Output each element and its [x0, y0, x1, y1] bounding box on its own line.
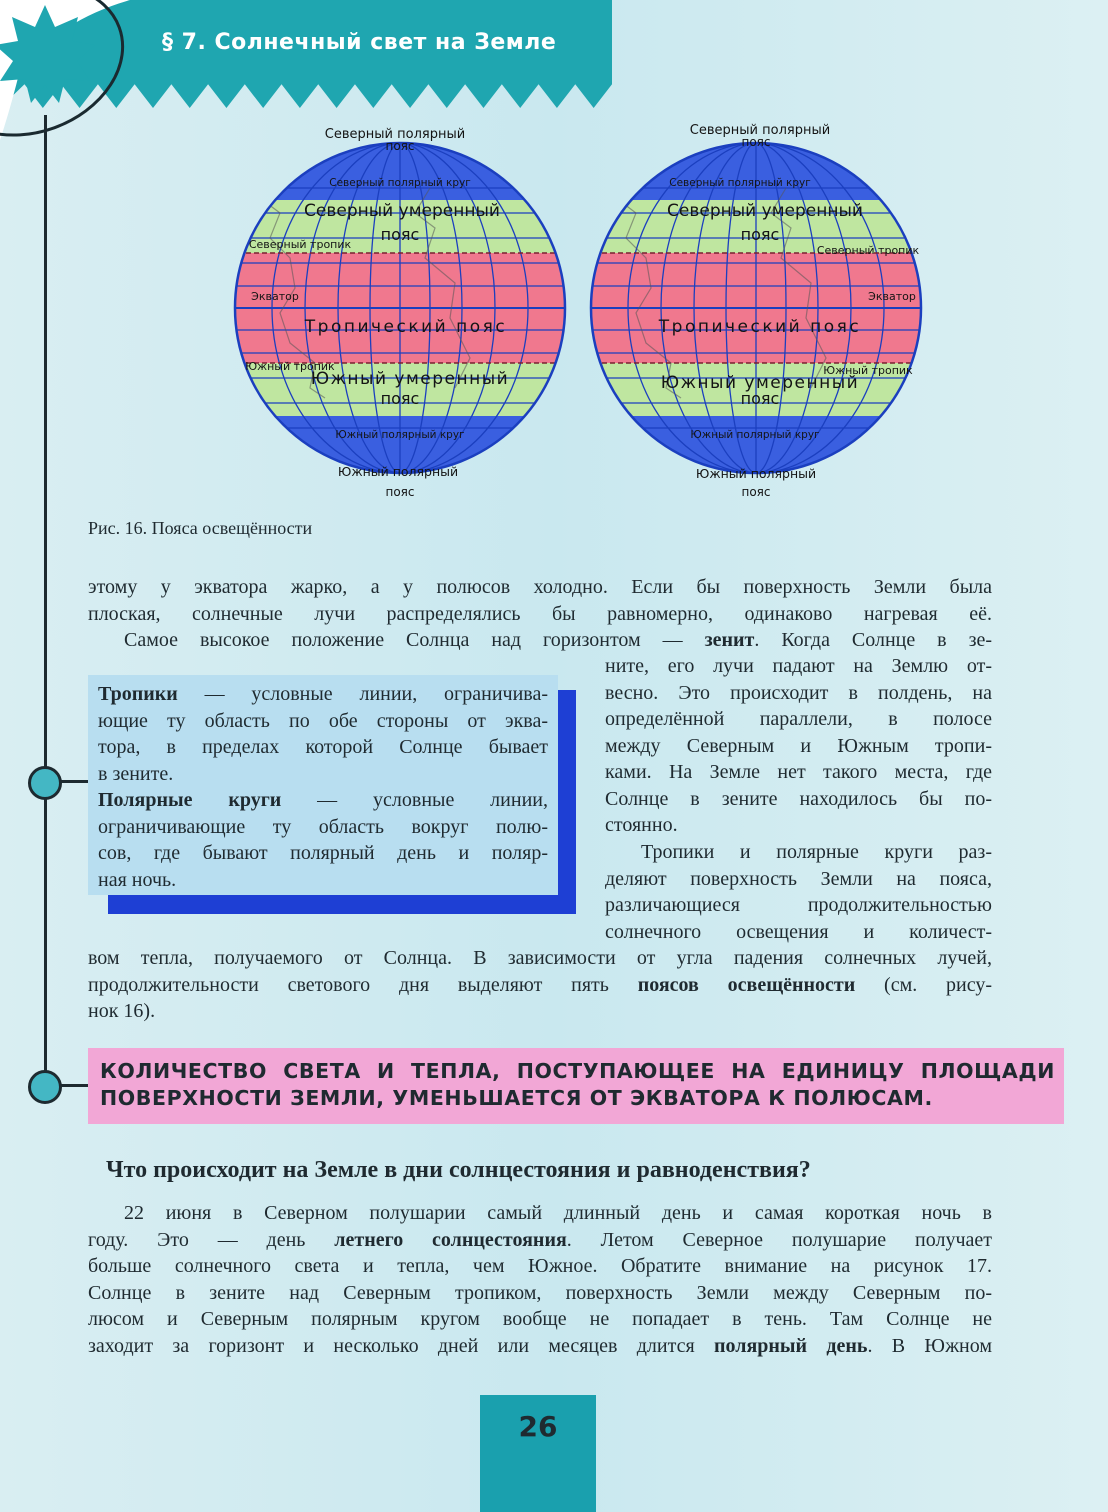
text-span: . Когда Солнце в зе- — [754, 629, 993, 651]
equator-label: Экватор — [251, 290, 299, 303]
subheading: Что происходит на Земле в дни солнцестояния и равноденствия? — [106, 1157, 811, 1183]
text-span: Самое высокое положение Солнца над горизонтом — — [124, 629, 683, 651]
figure-caption-number: Рис. 16. — [88, 518, 148, 538]
north-temperate-label: пояс — [380, 225, 420, 244]
text-line: ющие ту область по обе стороны от эква- — [98, 709, 548, 732]
text-line: ками. На Земле нет такого места, где — [605, 761, 992, 783]
south-temperate-label: пояс — [380, 389, 420, 408]
text-line: тора, в пределах которой Солнце бывает — [98, 736, 548, 758]
page-number: 26 — [518, 1410, 558, 1443]
south-circle-label: Южный полярный круг — [690, 429, 820, 441]
term-tropics: Тропики — [98, 683, 178, 705]
term-zenith: зенит — [704, 629, 755, 651]
south-polar-label: пояс — [741, 485, 771, 499]
text-line — [88, 972, 992, 999]
paragraph — [88, 945, 992, 1025]
south-polar-label: Южный полярный — [337, 464, 459, 479]
text-span: — условные линии, ограничива- — [177, 683, 548, 705]
tropical-label: Тропический пояс — [658, 317, 862, 337]
text-line — [88, 1333, 992, 1360]
text-line: этому у экватора жарко, а у полюсов холодно. Если бы поверхность Земли была — [88, 576, 992, 598]
text-line: стоянно. — [605, 814, 678, 836]
north-tropic-label: Северный тропик — [248, 238, 352, 251]
term-summer-solstice: летнего солнцестояния — [334, 1228, 567, 1251]
north-polar-label: пояс — [385, 139, 415, 153]
north-tropic-label: Северный тропик — [816, 244, 920, 257]
text-span: продолжительности светового дня выделяют пять — [88, 973, 609, 996]
south-tropic-label: Южный тропик — [245, 360, 335, 373]
text-line: люсом и Северным полярным кругом вообще не попадает в тень. Там Солнце не — [88, 1308, 992, 1330]
north-polar-label: Северный полярный — [689, 123, 831, 138]
text-line: ните, его лучи падают на Землю от- — [605, 655, 992, 677]
text-line: ная ночь. — [98, 868, 177, 891]
paragraph — [88, 627, 992, 654]
text-line: Солнце в зените находилось бы по- — [605, 787, 992, 810]
text-line: весно. Это происходит в полдень, на — [605, 681, 992, 704]
text-line: Солнце в зените над Северным тропиком, поверхность Земли между Северным по- — [88, 1281, 992, 1304]
paragraph — [605, 839, 992, 945]
text-line: КОЛИЧЕСТВО СВЕТА И ТЕПЛА, ПОСТУПАЮЩЕЕ НА ЕДИНИЦУ ПЛОЩАДИ — [100, 1059, 1055, 1083]
section-title: § 7. Солнечный свет на Земле — [162, 30, 557, 55]
paragraph — [88, 574, 992, 627]
text-line — [88, 1227, 992, 1254]
rule-text — [100, 1058, 1055, 1112]
equator-label: Экватор — [868, 290, 916, 303]
term-polar-day: полярный день — [713, 1334, 868, 1357]
text-line: ограничивающие ту область вокруг полю- — [98, 815, 548, 838]
south-temperate-label: Южный умеренный — [310, 369, 510, 389]
paragraph — [88, 1200, 992, 1359]
north-circle-label: Северный полярный круг — [669, 177, 811, 189]
text-line — [98, 681, 548, 708]
text-line: нок 16). — [88, 1000, 156, 1022]
term-illumination-belts: поясов освещённости — [637, 973, 856, 996]
south-tropic-label: Южный тропик — [823, 364, 913, 377]
text-line: вом тепла, получаемого от Солнца. В зависимости от угла падения солнечных лучей, — [88, 947, 992, 969]
text-line: между Северным и Южным тропи- — [605, 734, 992, 757]
figure-caption-text: Пояса освещённости — [151, 518, 313, 538]
paragraph — [605, 653, 992, 839]
south-polar-label: Южный полярный — [695, 466, 817, 481]
text-line: определённой параллели, в полосе — [605, 708, 992, 730]
text-line: 22 июня в Северном полушарии самый длинный день и самая короткая ночь в — [124, 1202, 992, 1224]
figure-caption — [88, 518, 312, 539]
text-span: — условные линии, — [281, 789, 548, 811]
north-temperate-label: пояс — [740, 225, 780, 244]
text-span: году. Это — день — [88, 1228, 306, 1251]
north-circle-label: Северный полярный круг — [329, 177, 471, 189]
text-line: солнечного освещения и количест- — [605, 920, 992, 943]
north-temperate-label: Северный умеренный — [667, 201, 863, 221]
text-line — [88, 627, 992, 654]
south-temperate-label: пояс — [740, 389, 780, 408]
bullet-marker — [28, 1070, 90, 1104]
text-line: различающиеся продолжительностью — [605, 894, 992, 916]
definitions — [98, 681, 548, 893]
term-polar-circles: Полярные круги — [98, 789, 282, 811]
bullet-marker — [28, 766, 90, 800]
text-line — [98, 787, 548, 814]
south-temperate-label: Южный умеренный — [660, 373, 860, 393]
margin-line — [44, 115, 47, 1090]
text-span: заходит за горизонт и несколько дней или месяцев длится — [88, 1334, 695, 1357]
star-emblem-icon — [0, 0, 130, 140]
tropical-label: Тропический пояс — [304, 317, 508, 337]
text-line: Тропики и полярные круги раз- — [641, 841, 992, 863]
text-line: деляют поверхность Земли на пояса, — [605, 867, 992, 890]
text-span: . В Южном — [867, 1334, 993, 1357]
text-line: больше солнечного света и тепла, чем Южное. Обратите внимание на рисунок 17. — [88, 1255, 992, 1277]
text-line: плоская, солнечные лучи распределялись бы равномерно, одинаково нагревая её. — [88, 602, 992, 625]
text-line: сов, где бывают полярный день и поляр- — [98, 842, 548, 864]
text-line: в зените. — [98, 762, 174, 785]
text-line: ПОВЕРХНОСТИ ЗЕМЛИ, УМЕНЬШАЕТСЯ ОТ ЭКВАТОРА К ПОЛЮСАМ. — [100, 1086, 933, 1110]
text-span: . Летом Северное полушарие получает — [566, 1228, 993, 1251]
illumination-belts-figure — [220, 108, 940, 508]
south-circle-label: Южный полярный круг — [335, 429, 465, 441]
north-polar-label: пояс — [741, 135, 771, 149]
north-temperate-label: Северный умеренный — [304, 201, 500, 221]
north-polar-label: Северный полярный — [324, 127, 466, 142]
south-polar-label: пояс — [385, 485, 415, 499]
text-span: (см. рису- — [884, 973, 992, 996]
